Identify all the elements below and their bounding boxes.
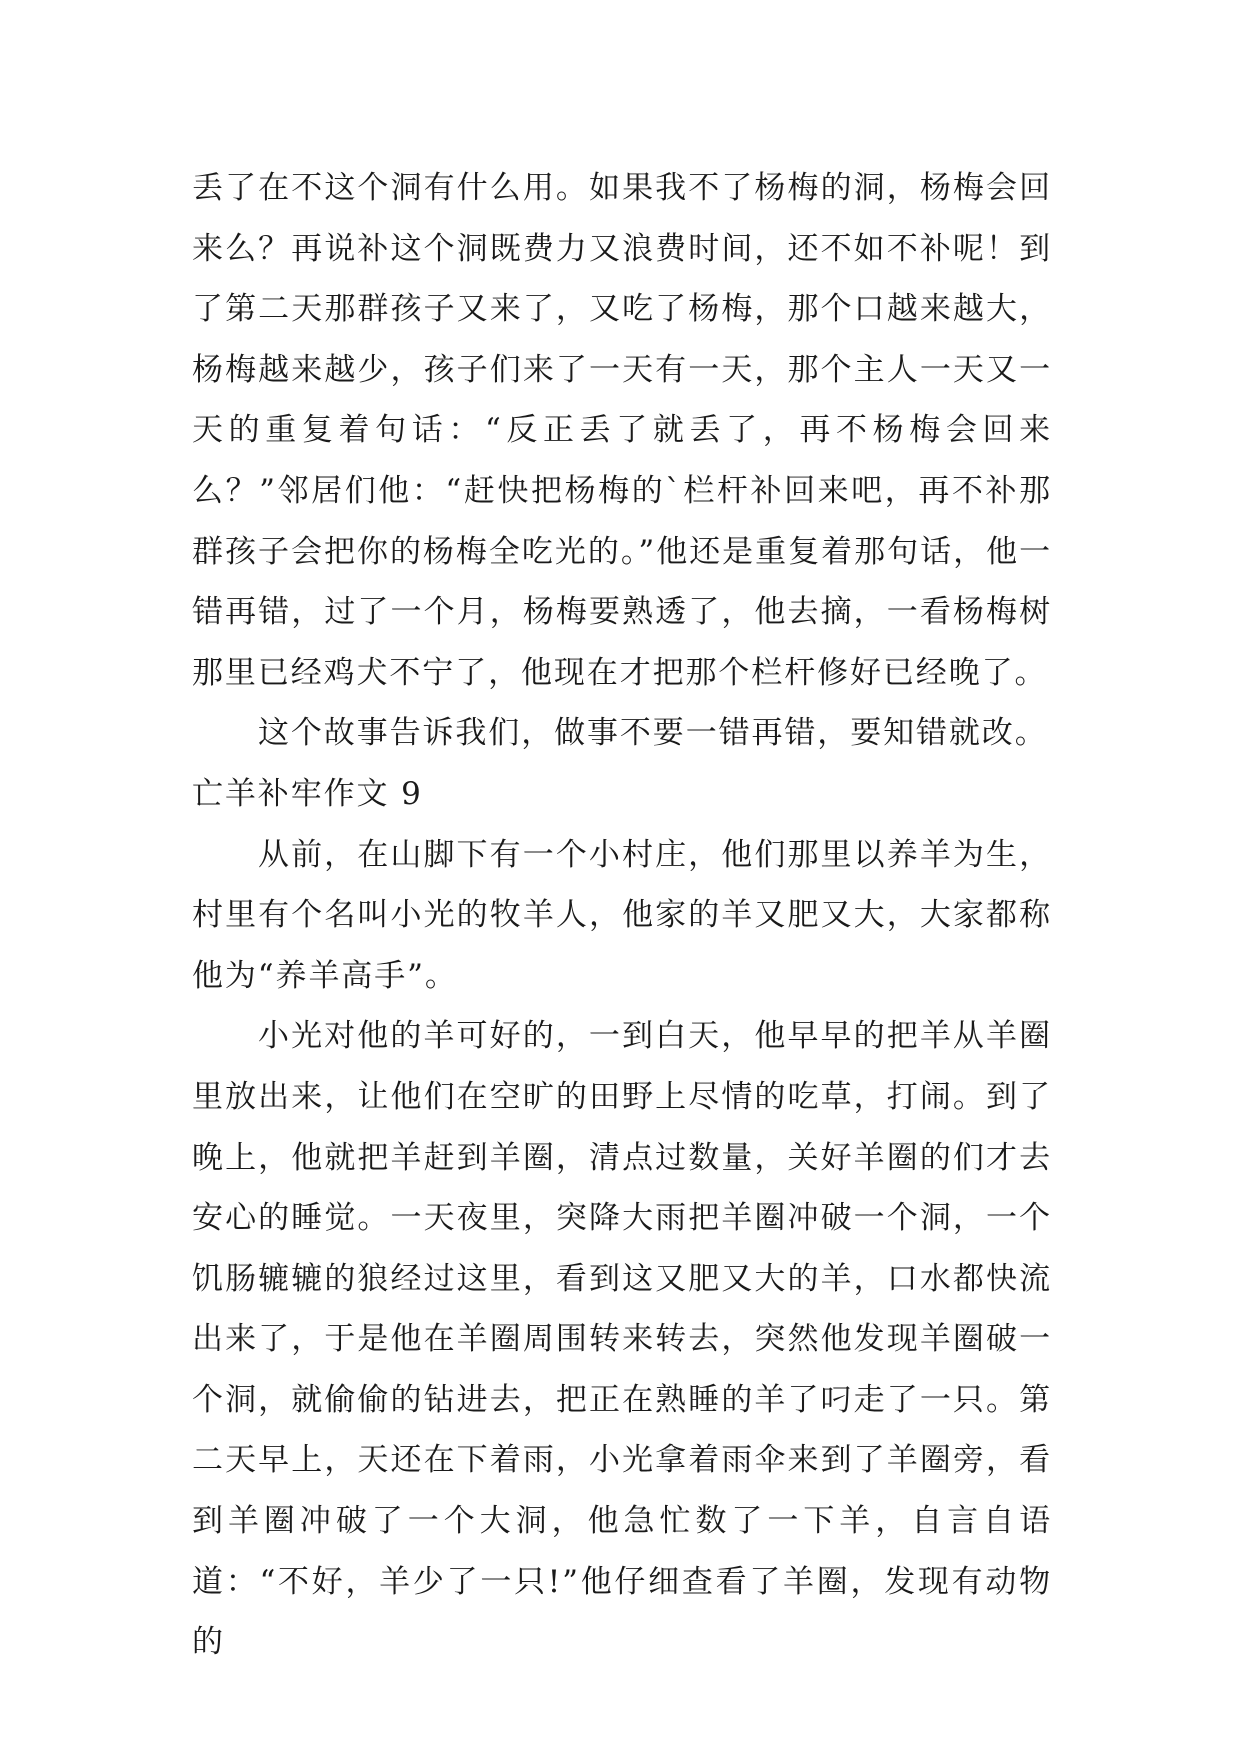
paragraph-intro: 从前，在山脚下有一个小村庄，他们那里以养羊为生，村里有个名叫小光的牧羊人，他家的羊又肥又大，大家都称他为“养羊高手”。 (192, 836, 1052, 994)
paragraph-story: 小光对他的羊可好的，一到白天，他早早的把羊从羊圈里放出来，让他们在空旷的田野上尽情的吃草，打闹。到了晚上，他就把羊赶到羊圈，清点过数量，关好羊圈的们才去安心的睡觉。一天夜里，突降大雨把羊圈冲破一个洞，一个饥肠辘辘的狼经过这里，看到这又肥又大的羊，口水都快流出来了，于是他在羊圈周围转来转去，突然他发现羊圈破一个洞，就偷偷的钻进去，把正在熟睡的羊了叼走了一只。第二天早上，天还在下着雨，小光拿着雨伞来到了羊圈旁，看到羊圈冲破了一个大洞，他急忙数了一下羊，自言自语道：“不好，羊少了一只!”他仔细查看了羊圈，发现有动物的 (192, 1018, 1052, 1661)
section-heading: 亡羊补牢作文 9 (192, 775, 423, 812)
document-page (192, 158, 1052, 1673)
paragraph-continuation: 丢了在不这个洞有什么用。如果我不了杨梅的洞，杨梅会回来么？再说补这个洞既费力又浪费时间，还不如不补呢！到了第二天那群孩子又来了，又吃了杨梅，那个口越来越大，杨梅越来越少，孩子们来了一天有一天，那个主人一天又一天的重复着句话：“反正丢了就丢了，再不杨梅会回来么？”邻居们他：“赶快把杨梅的`栏杆补回来吧，再不补那群孩子会把你的杨梅全吃光的。”他还是重复着那句话，他一错再错，过了一个月，杨梅要熟透了，他去摘，一看杨梅树那里已经鸡犬不宁了，他现在才把那个栏杆修好已经晚了。 (192, 170, 1052, 691)
paragraph-moral: 这个故事告诉我们，做事不要一错再错，要知错就改。 (258, 715, 1048, 752)
